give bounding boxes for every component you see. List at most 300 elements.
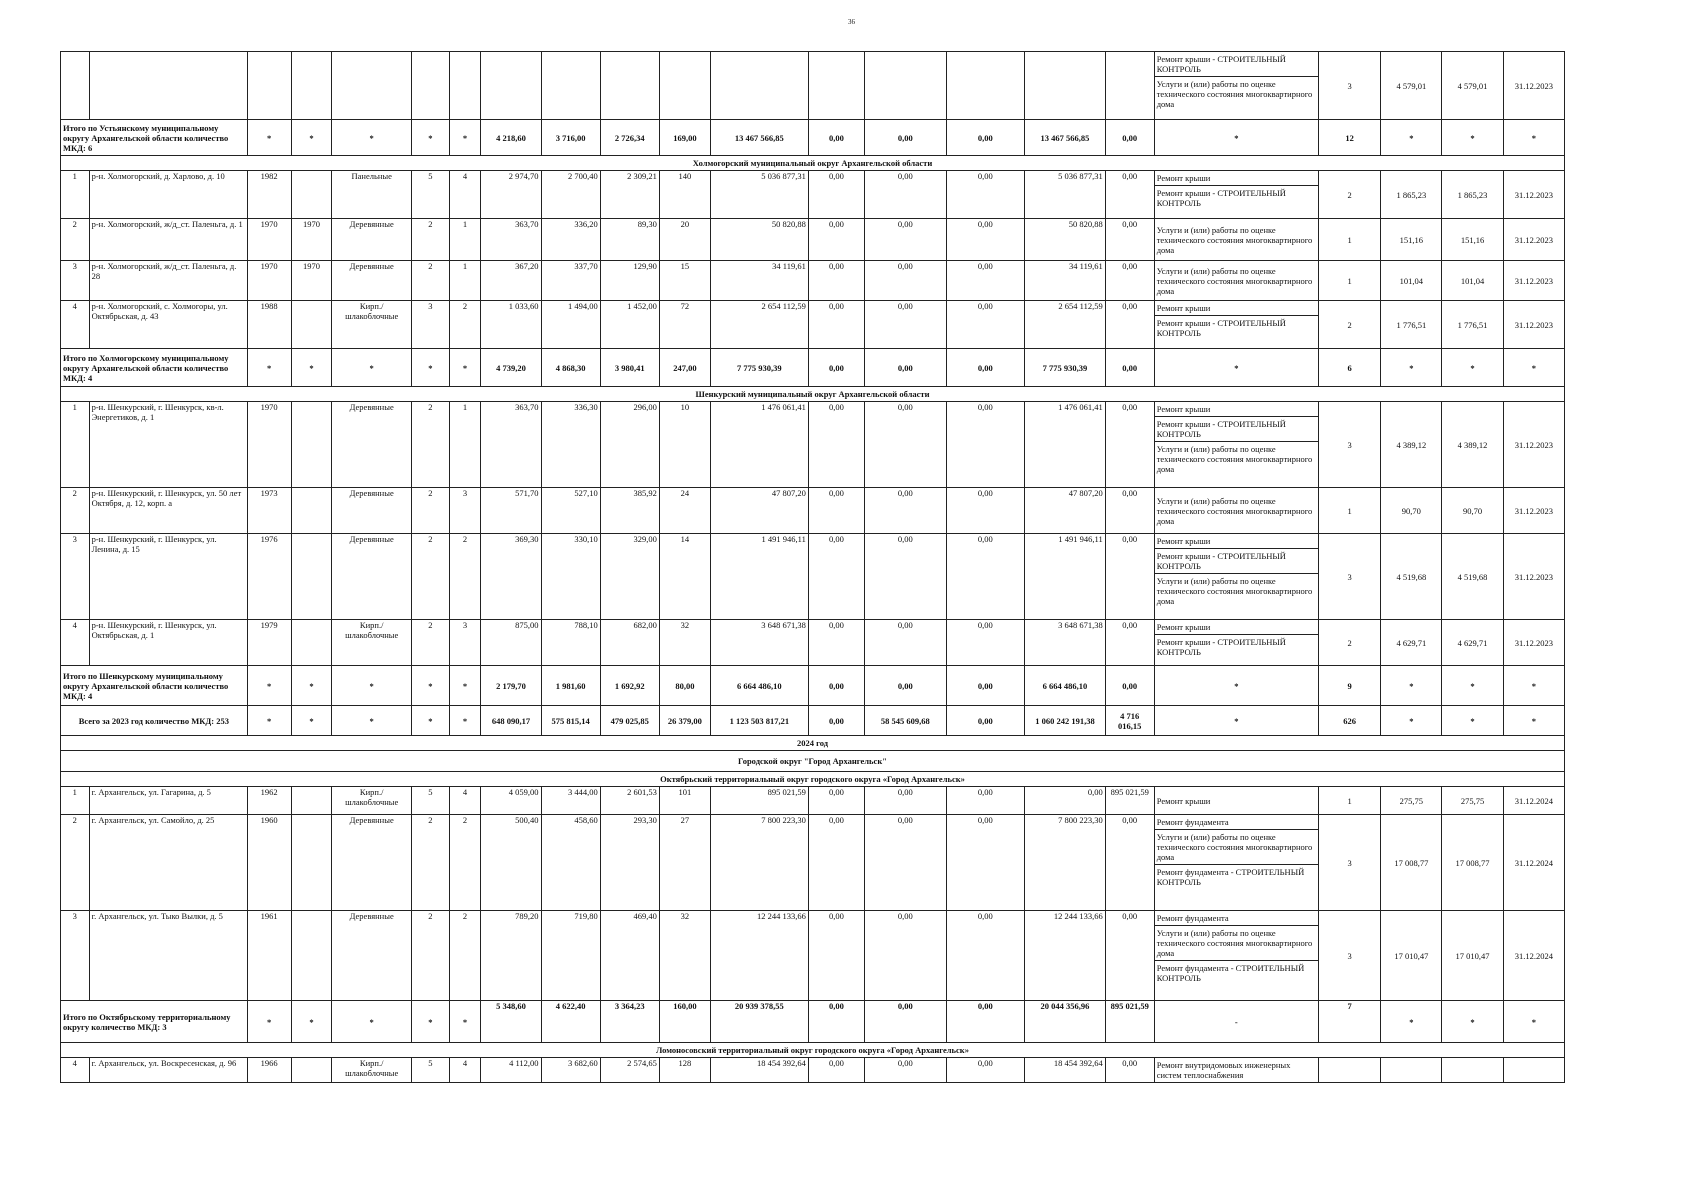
total-value: 13 467 566,85 [1025, 120, 1106, 156]
star-cell: * [1381, 666, 1442, 706]
star-cell: * [247, 666, 291, 706]
total-value: 0,00 [808, 706, 864, 736]
year-repair [291, 911, 332, 1001]
cell-value: 2 654 112,59 [710, 301, 808, 349]
address: г. Архангельск, ул. Воскресенская, д. 96 [89, 1058, 247, 1083]
floors: 3 [411, 301, 449, 349]
cell-value: 3 682,60 [541, 1058, 600, 1083]
work-count: 1 [1318, 219, 1380, 261]
deadline: 31.12.2023 [1503, 52, 1564, 120]
wall-material: Панельные [332, 171, 412, 219]
floors: 2 [411, 219, 449, 261]
cell-value: 571,70 [481, 488, 541, 534]
table-row [61, 815, 1565, 911]
star-cell: * [1442, 1001, 1503, 1043]
work-item: Ремонт фундамента - СТРОИТЕЛЬНЫЙ КОНТРОЛЬ [1156, 963, 1305, 983]
year-built: 1962 [247, 787, 291, 815]
total-value: 0,00 [1105, 120, 1154, 156]
cell-value: 0,00 [946, 301, 1025, 349]
work-item: Услуги и (или) работы по оценке технического состояния многоквартирного дома [1156, 79, 1313, 109]
work-item: Услуги и (или) работы по оценке технического состояния многоквартирного дома [1155, 926, 1318, 961]
star-cell: * [1442, 349, 1503, 387]
deadline: 31.12.2023 [1503, 261, 1564, 301]
work-item: Ремонт крыши [1155, 620, 1318, 635]
cell-value: 0,00 [808, 488, 864, 534]
cell-value: 47 807,20 [710, 488, 808, 534]
table-row [61, 620, 1565, 666]
star-cell: * [1154, 349, 1318, 387]
cell-value: 0,00 [864, 261, 946, 301]
cost-limit: 275,75 [1442, 787, 1503, 815]
work-item: Ремонт крыши - СТРОИТЕЛЬНЫЙ КОНТРОЛЬ [1156, 318, 1286, 338]
section-header: Городской округ "Город Архангельск" [61, 751, 1565, 772]
cell-value: 0,00 [864, 301, 946, 349]
total-value: 4 868,30 [541, 349, 600, 387]
year-built: 1982 [247, 171, 291, 219]
total-value: 0,00 [946, 706, 1025, 736]
cell-value: 385,92 [600, 488, 659, 534]
total-row [61, 349, 1565, 387]
cell-value: 0,00 [864, 787, 946, 815]
cell-value: 296,00 [600, 402, 659, 488]
cell-value: 129,90 [600, 261, 659, 301]
cell-value: 0,00 [946, 911, 1025, 1001]
cost-limit: 4 519,68 [1442, 534, 1503, 620]
floors: 2 [411, 402, 449, 488]
total-value: 13 467 566,85 [710, 120, 808, 156]
cell-value: 0,00 [808, 534, 864, 620]
year-built: 1988 [247, 301, 291, 349]
table-row [61, 488, 1565, 534]
star-cell: * [1381, 706, 1442, 736]
table-row [61, 261, 1565, 301]
year-built: 1973 [247, 488, 291, 534]
work-count: 3 [1318, 534, 1380, 620]
cell-value: 336,30 [541, 402, 600, 488]
floors: 5 [411, 1058, 449, 1083]
cell-value: 20 [659, 219, 710, 261]
work-item: Услуги и (или) работы по оценке технического состояния многоквартирного дома [1156, 444, 1313, 474]
total-value: 169,00 [659, 120, 710, 156]
cell-value: 0,00 [946, 402, 1025, 488]
total-value: 20 044 356,96 [1025, 1001, 1106, 1043]
address: г. Архангельск, ул. Гагарина, д. 5 [89, 787, 247, 815]
cost-per-m2: 1 865,23 [1381, 171, 1442, 219]
year-built: 1970 [247, 261, 291, 301]
star-cell: * [411, 349, 449, 387]
cell-value: 0,00 [1105, 911, 1154, 1001]
entrances: 4 [449, 787, 481, 815]
cell-value: 367,20 [481, 261, 541, 301]
cell-value: 0,00 [1105, 534, 1154, 620]
cell-value: 0,00 [864, 1058, 946, 1083]
cell-value: 0,00 [808, 1058, 864, 1083]
cell-value: 128 [659, 1058, 710, 1083]
cost-per-m2: 101,04 [1381, 261, 1442, 301]
cell-value: 15 [659, 261, 710, 301]
cost-limit: 4 629,71 [1442, 620, 1503, 666]
total-value: 0,00 [864, 666, 946, 706]
address: г. Архангельск, ул. Тыко Вылки, д. 5 [89, 911, 247, 1001]
cell-value: 50 820,88 [710, 219, 808, 261]
year-repair [291, 402, 332, 488]
cell-value: 363,70 [481, 402, 541, 488]
cell-value: 2 574,65 [600, 1058, 659, 1083]
entrances: 3 [449, 488, 481, 534]
cell-value: 330,10 [541, 534, 600, 620]
work-item: Услуги и (или) работы по оценке технического состояния многоквартирного дома [1156, 576, 1313, 606]
year-repair [291, 301, 332, 349]
total-value: 575 815,14 [541, 706, 600, 736]
cost-per-m2: 1 776,51 [1381, 301, 1442, 349]
year-repair [291, 534, 332, 620]
cell-value: 0,00 [946, 534, 1025, 620]
deadline: 31.12.2024 [1503, 787, 1564, 815]
address: р-н. Холмогорский, ж/д_ст. Паленьга, д. 28 [89, 261, 247, 301]
year-built: 1970 [247, 219, 291, 261]
section-header: Октябрьский территориальный округ городского округа «Город Архангельск» [61, 772, 1565, 787]
work-item: Ремонт крыши - СТРОИТЕЛЬНЫЙ КОНТРОЛЬ [1155, 52, 1318, 77]
row-number: 4 [61, 301, 90, 349]
total-count: 626 [1318, 706, 1380, 736]
cell-value: 0,00 [1105, 301, 1154, 349]
work-item: Услуги и (или) работы по оценке технического состояния многоквартирного дома [1156, 224, 1313, 255]
total-value: 1 123 503 817,21 [710, 706, 808, 736]
total-value: 0,00 [946, 666, 1025, 706]
total-value: 2 179,70 [481, 666, 541, 706]
work-count: 1 [1318, 787, 1380, 815]
row-number: 3 [61, 911, 90, 1001]
cell-value: 0,00 [1105, 488, 1154, 534]
address: р-н. Шенкурский, г. Шенкурск, кв-л. Энергетиков, д. 1 [89, 402, 247, 488]
total-label: Итого по Холмогорскому муниципальному округу Архангельской области количество МКД: 4 [61, 349, 248, 387]
registry-table [60, 51, 1565, 1083]
cell-value: 0,00 [1105, 1058, 1154, 1083]
cell-value: 0,00 [864, 488, 946, 534]
star-cell: * [1442, 706, 1503, 736]
total-count: 12 [1318, 120, 1380, 156]
cell-value: 34 119,61 [1025, 261, 1106, 301]
entrances: 3 [449, 620, 481, 666]
total-value: 895 021,59 [1105, 1001, 1154, 1043]
cell-value: 1 476 061,41 [710, 402, 808, 488]
cost-per-m2: 4 519,68 [1381, 534, 1442, 620]
work-count: 2 [1318, 620, 1380, 666]
total-count: 7 [1318, 1001, 1380, 1043]
entrances: 2 [449, 301, 481, 349]
star-cell: * [1503, 706, 1564, 736]
total-row [61, 706, 1565, 736]
wall-material: Деревянные [332, 815, 412, 911]
row-number: 1 [61, 402, 90, 488]
total-value: 0,00 [864, 120, 946, 156]
cell-value: 1 491 946,11 [710, 534, 808, 620]
cell-value: 500,40 [481, 815, 541, 911]
deadline: 31.12.2024 [1503, 815, 1564, 911]
cell-value: 10 [659, 402, 710, 488]
work-item: Ремонт фундамента [1155, 911, 1318, 926]
star-cell: * [449, 349, 481, 387]
cell-value: 0,00 [808, 911, 864, 1001]
star-cell: * [247, 706, 291, 736]
work-item: Ремонт крыши [1155, 301, 1318, 316]
cell-value: 719,80 [541, 911, 600, 1001]
deadline: 31.12.2023 [1503, 171, 1564, 219]
cell-value: 0,00 [808, 402, 864, 488]
work-item: Ремонт крыши [1155, 171, 1318, 186]
work-count: 1 [1318, 488, 1380, 534]
work-count: 3 [1318, 815, 1380, 911]
cell-value: 895 021,59 [710, 787, 808, 815]
cell-value: 1 452,00 [600, 301, 659, 349]
cell-value: 14 [659, 534, 710, 620]
cell-value: 0,00 [864, 402, 946, 488]
total-value: 7 775 930,39 [1025, 349, 1106, 387]
total-value: 4 218,60 [481, 120, 541, 156]
year-header: 2024 год [61, 736, 1565, 751]
cell-value: 0,00 [864, 219, 946, 261]
cost-limit: 4 389,12 [1442, 402, 1503, 488]
work-item: Ремонт крыши - СТРОИТЕЛЬНЫЙ КОНТРОЛЬ [1155, 549, 1318, 574]
cost-per-m2: 90,70 [1381, 488, 1442, 534]
year-built: 1976 [247, 534, 291, 620]
floors: 2 [411, 261, 449, 301]
cell-value: 18 454 392,64 [1025, 1058, 1106, 1083]
total-row [61, 120, 1565, 156]
total-value: 0,00 [808, 1001, 864, 1043]
work-item: Ремонт крыши - СТРОИТЕЛЬНЫЙ КОНТРОЛЬ [1156, 188, 1286, 208]
deadline: 31.12.2023 [1503, 488, 1564, 534]
table-row [61, 911, 1565, 1001]
cell-value: 3 648 671,38 [710, 620, 808, 666]
wall-material: Кирп./ шлакоблочные [332, 620, 412, 666]
cost-limit: 1 776,51 [1442, 301, 1503, 349]
work-item: Ремонт крыши [1155, 534, 1318, 549]
deadline: 31.12.2023 [1503, 402, 1564, 488]
cell-value: 12 244 133,66 [1025, 911, 1106, 1001]
entrances: 4 [449, 1058, 481, 1083]
star-cell: * [1442, 120, 1503, 156]
deadline: 31.12.2023 [1503, 219, 1564, 261]
star-cell: * [291, 120, 332, 156]
cell-value: 2 974,70 [481, 171, 541, 219]
total-value: 26 379,00 [659, 706, 710, 736]
cost-per-m2: 275,75 [1381, 787, 1442, 815]
work-item: Ремонт крыши [1156, 795, 1211, 806]
address: р-н. Холмогорский, ж/д_ст. Паленьга, д. 1 [89, 219, 247, 261]
star-cell: * [291, 349, 332, 387]
total-value: 58 545 609,68 [864, 706, 946, 736]
table-row [61, 301, 1565, 349]
total-value: 0,00 [864, 1001, 946, 1043]
section-header: Ломоносовский территориальный округ городского округа «Город Архангельск» [61, 1043, 1565, 1058]
cell-value: 0,00 [946, 261, 1025, 301]
entrances: 4 [449, 171, 481, 219]
star-cell: * [247, 120, 291, 156]
total-value: 3 980,41 [600, 349, 659, 387]
cell-value: 0,00 [946, 787, 1025, 815]
cell-value: 1 491 946,11 [1025, 534, 1106, 620]
total-value: 7 775 930,39 [710, 349, 808, 387]
cell-value: 2 309,21 [600, 171, 659, 219]
cell-value: 3 444,00 [541, 787, 600, 815]
cell-value: 47 807,20 [1025, 488, 1106, 534]
total-value: 6 664 486,10 [1025, 666, 1106, 706]
work-count: 3 [1318, 402, 1380, 488]
cell-value: 0,00 [808, 171, 864, 219]
row-number: 4 [61, 1058, 90, 1083]
cell-value: 89,30 [600, 219, 659, 261]
cell-value: 0,00 [808, 787, 864, 815]
star-cell: * [1154, 706, 1318, 736]
wall-material: Кирп./ шлакоблочные [332, 1058, 412, 1083]
cell-value: 336,20 [541, 219, 600, 261]
work-count: 2 [1318, 301, 1380, 349]
cell-value: 18 454 392,64 [710, 1058, 808, 1083]
work-count: 3 [1318, 52, 1380, 120]
year-repair [291, 815, 332, 911]
work-item: Ремонт крыши - СТРОИТЕЛЬНЫЙ КОНТРОЛЬ [1155, 417, 1318, 442]
deadline: 31.12.2023 [1503, 534, 1564, 620]
table-row [61, 1058, 1565, 1083]
total-value: 479 025,85 [600, 706, 659, 736]
wall-material: Деревянные [332, 911, 412, 1001]
cell-value: 0,00 [1105, 261, 1154, 301]
cost-per-m2: 17 008,77 [1381, 815, 1442, 911]
star-cell: * [291, 666, 332, 706]
work-count: 3 [1318, 911, 1380, 1001]
cost-per-m2: 17 010,47 [1381, 911, 1442, 1001]
star-cell: * [332, 706, 412, 736]
cell-value: 0,00 [946, 1058, 1025, 1083]
table-row [61, 787, 1565, 815]
cell-value: 4 059,00 [481, 787, 541, 815]
total-value: 1 692,92 [600, 666, 659, 706]
cell-value: 32 [659, 911, 710, 1001]
cell-value: 0,00 [946, 620, 1025, 666]
deadline: 31.12.2023 [1503, 620, 1564, 666]
table-row [61, 219, 1565, 261]
section-header: Шенкурский муниципальный округ Архангельской области [61, 387, 1565, 402]
total-count: 9 [1318, 666, 1380, 706]
cell-value: 875,00 [481, 620, 541, 666]
total-value: 5 348,60 [481, 1001, 541, 1043]
table-row [61, 171, 1565, 219]
cell-value: 0,00 [808, 301, 864, 349]
total-value: 0,00 [808, 120, 864, 156]
entrances: 2 [449, 815, 481, 911]
year-repair [291, 787, 332, 815]
cell-value: 72 [659, 301, 710, 349]
cell-value: 7 800 223,30 [1025, 815, 1106, 911]
cell-value: 0,00 [808, 815, 864, 911]
cell-value: 369,30 [481, 534, 541, 620]
star-cell: * [449, 1001, 481, 1043]
star-cell: * [1381, 1001, 1442, 1043]
star-cell: * [1154, 120, 1318, 156]
total-value: 4 716 016,15 [1105, 706, 1154, 736]
cell-value: 293,30 [600, 815, 659, 911]
work-item: Ремонт фундамента [1155, 815, 1318, 830]
floors: 5 [411, 171, 449, 219]
star-cell: * [1154, 666, 1318, 706]
row-number: 2 [61, 219, 90, 261]
star-cell: * [449, 706, 481, 736]
table-row [61, 402, 1565, 488]
year-built: 1979 [247, 620, 291, 666]
star-cell: * [1381, 120, 1442, 156]
row-number: 4 [61, 620, 90, 666]
cell-value: 2 654 112,59 [1025, 301, 1106, 349]
total-count: 6 [1318, 349, 1380, 387]
total-label: Итого по Октябрьскому территориальному округу количество МКД: 3 [61, 1001, 248, 1043]
cell-value: 682,00 [600, 620, 659, 666]
year-repair [291, 488, 332, 534]
cell-value: 0,00 [1105, 219, 1154, 261]
cost-per-m2: 4 629,71 [1381, 620, 1442, 666]
star-cell: * [291, 1001, 332, 1043]
cell-value: 0,00 [864, 815, 946, 911]
star-cell: * [247, 349, 291, 387]
total-value: 4 622,40 [541, 1001, 600, 1043]
wall-material: Деревянные [332, 219, 412, 261]
cell-value: 789,20 [481, 911, 541, 1001]
star-cell: * [247, 1001, 291, 1043]
cell-value: 788,10 [541, 620, 600, 666]
cell-value: 12 244 133,66 [710, 911, 808, 1001]
cell-value: 0,00 [1105, 171, 1154, 219]
floors: 2 [411, 815, 449, 911]
cell-value: 0,00 [1105, 402, 1154, 488]
star-cell: * [411, 706, 449, 736]
cell-value: 0,00 [864, 620, 946, 666]
wall-material: Кирп./ шлакоблочные [332, 301, 412, 349]
address: р-н. Шенкурский, г. Шенкурск, ул. Октябрьская, д. 1 [89, 620, 247, 666]
work-item: Услуги и (или) работы по оценке технического состояния многоквартирного дома [1156, 495, 1313, 526]
wall-material: Деревянные [332, 402, 412, 488]
total-value: 2 726,34 [600, 120, 659, 156]
cell-value: 527,10 [541, 488, 600, 534]
address: р-н. Шенкурский, г. Шенкурск, ул. Ленина, д. 15 [89, 534, 247, 620]
star-cell: * [1503, 1001, 1564, 1043]
total-label: Всего за 2023 год количество МКД: 253 [61, 706, 248, 736]
entrances: 1 [449, 261, 481, 301]
cell-value: 469,40 [600, 911, 659, 1001]
row-number: 2 [61, 815, 90, 911]
cell-value: 27 [659, 815, 710, 911]
cell-value: 2 601,53 [600, 787, 659, 815]
row-number: 1 [61, 171, 90, 219]
wall-material: Деревянные [332, 534, 412, 620]
address: р-н. Шенкурский, г. Шенкурск, ул. 50 лет Октября, д. 12, корп. а [89, 488, 247, 534]
cell-value: 3 648 671,38 [1025, 620, 1106, 666]
deadline: 31.12.2024 [1503, 911, 1564, 1001]
floors: 2 [411, 534, 449, 620]
star-cell: * [411, 1001, 449, 1043]
page-number: 36 [848, 18, 855, 26]
cell-value: 0,00 [864, 534, 946, 620]
cell-value: 50 820,88 [1025, 219, 1106, 261]
total-value: 160,00 [659, 1001, 710, 1043]
cell-value: 5 036 877,31 [710, 171, 808, 219]
star-cell: * [411, 120, 449, 156]
cell-value: 0,00 [1105, 620, 1154, 666]
year-built: 1966 [247, 1058, 291, 1083]
total-value: 648 090,17 [481, 706, 541, 736]
work-count: 1 [1318, 261, 1380, 301]
cost-per-m2: 4 579,01 [1381, 52, 1442, 120]
cell-value: 458,60 [541, 815, 600, 911]
